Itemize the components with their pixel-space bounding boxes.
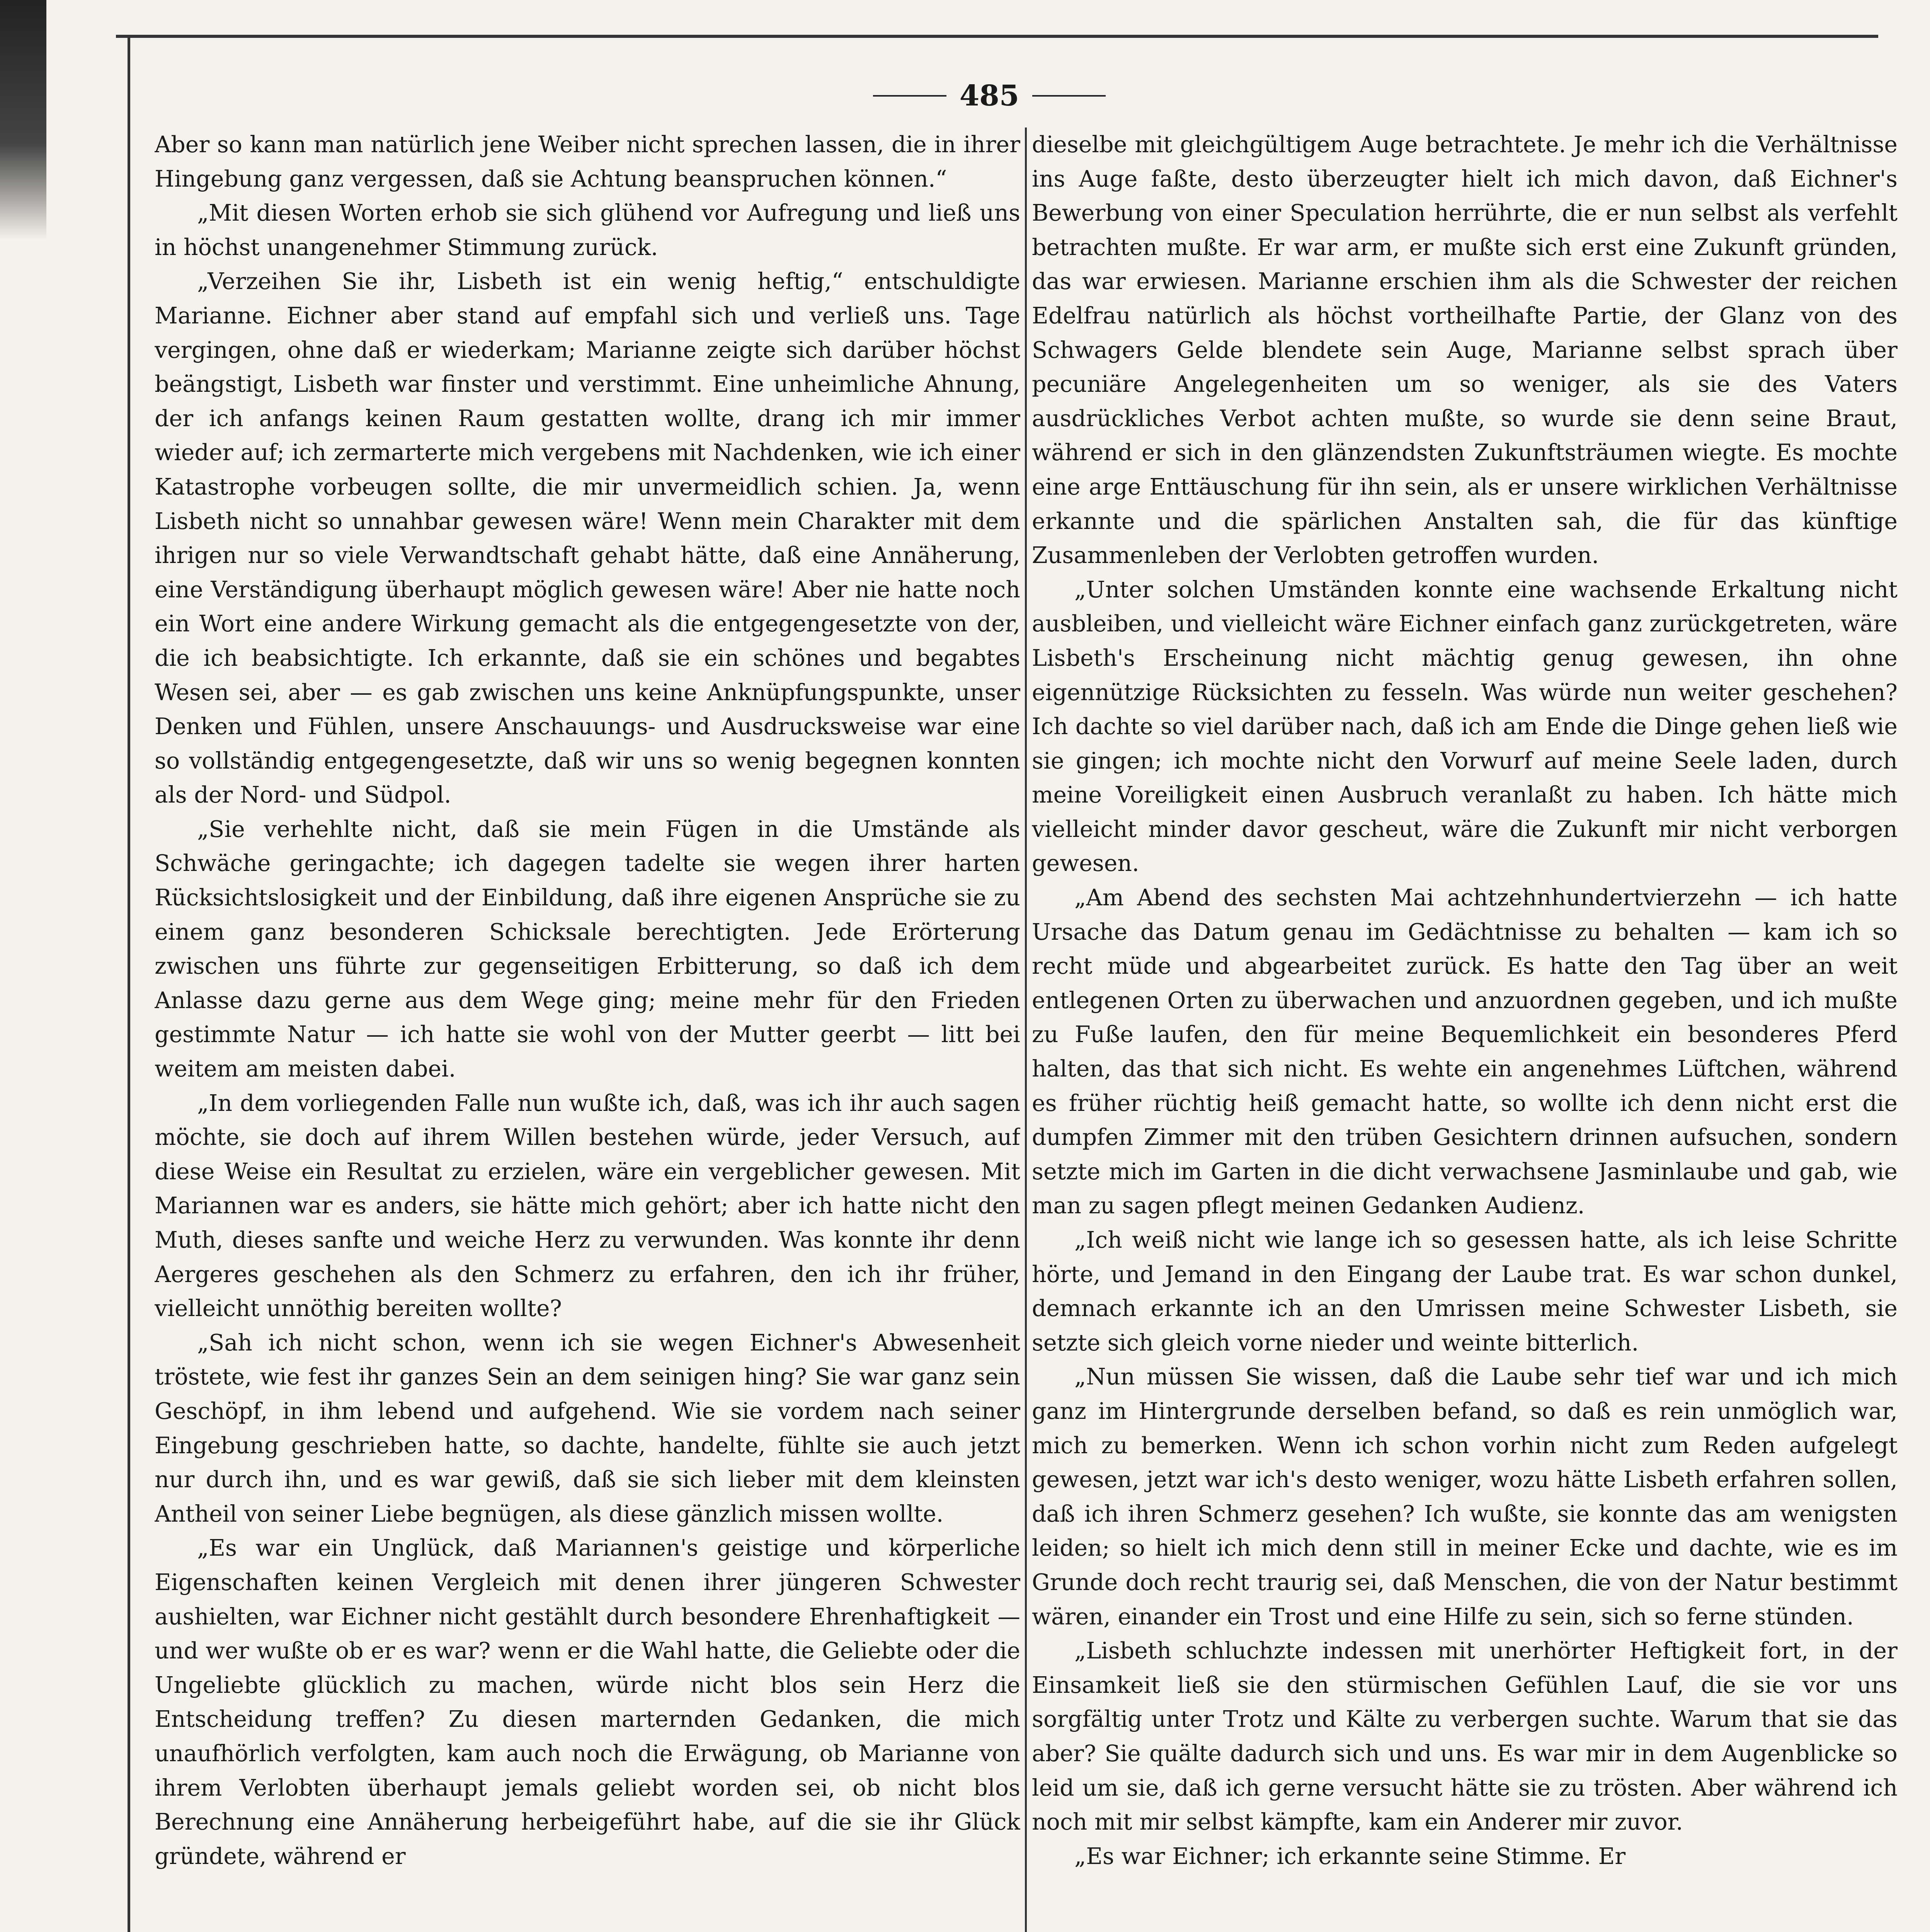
paragraph: „Sah ich nicht schon, wenn ich sie wegen Eichner's Abwesenheit tröstete, wie fest ihr ganzes Sein an dem seinigen hing? Sie war ganz sein Geschöpf, in ihm lebend und aufgehend. Wie sie vordem nach seiner Eingebung geschrieben hatte, so dachte, handelte, fühlte sie auch jetzt nur durch ihn, und es war gewiß, daß sie sich lieber mit dem kleinsten Antheil von seiner Liebe begnügen, als diese gänzlich missen wollte.	[155, 1329, 1020, 1527]
frame-rule-left	[128, 35, 130, 1932]
page-number-header	[854, 79, 1125, 112]
binding-shadow	[0, 0, 46, 240]
paragraph: „Lisbeth schluchzte indessen mit unerhörter Heftigkeit fort, in der Einsamkeit ließ sie den stürmischen Gefühlen Lauf, die sie vor uns sorgfältig unter Trotz und Kälte zu verbergen suchte. Warum that sie das aber? Sie quälte dadurch sich und uns. Es war mir in dem Augenblicke so leid um sie, daß ich gerne versucht hätte sie zu trösten. Aber während ich noch mit mir selbst kämpfte, kam ein Anderer mir zuvor.	[1032, 1638, 1898, 1835]
page-number-dash-right	[1032, 95, 1106, 97]
paragraph: dieselbe mit gleichgültigem Auge betrachtete. Je mehr ich die Verhältnisse ins Auge faßte, desto überzeugter hielt ich mich davon, daß Eichner's Bewerbung von einer Speculation herrührte, die er nun selbst als verfehlt betrachten mußte. Er war arm, er mußte sich erst eine Zukunft gründen, das war erwiesen. Marianne erschien ihm als die Schwester der reichen Edelfrau natürlich als höchst vortheilhafte Partie, der Glanz von des Schwagers Gelde blendete sein Auge, Marianne selbst sprach über pecuniäre Angelegenheiten um so weniger, als sie des Vaters ausdrückliches Verbot achten mußte, so wurde sie denn seine Braut, während er sich in den glänzendsten Zukunftsträumen wiegte. Es mochte eine arge Enttäuschung für ihn sein, als er unsere wirklichen Verhältnisse erkannte und die spärlichen Anstalten sah, die für das künftige Zusammenleben der Verlobten getroffen wurden.	[1032, 131, 1898, 569]
paragraph: „Es war Eichner; ich erkannte seine Stimme. Er	[1074, 1843, 1626, 1869]
page-number-dash-left	[873, 95, 946, 97]
paragraph: „In dem vorliegenden Falle nun wußte ich, daß, was ich ihr auch sagen möchte, sie doch auf ihrem Willen bestehen würde, jeder Versuch, auf diese Weise ein Resultat zu erzielen, wäre ein vergeblicher gewesen. Mit Mariannen war es anders, sie hätte mich gehört; aber ich hatte nicht den Muth, dieses sanfte und weiche Herz zu verwunden. Was konnte ihr denn Aergeres geschehen als den Schmerz zu erfahren, den ich ihr früher, vielleicht unnöthig bereiten wollte?	[155, 1090, 1020, 1322]
paragraph: Aber so kann man natürlich jene Weiber nicht sprechen lassen, die in ihrer Hingebung ganz vergessen, daß sie Achtung beanspruchen können.“	[155, 131, 1020, 192]
paragraph: „Es war ein Unglück, daß Mariannen's geistige und körperliche Eigenschaften keinen Vergleich mit denen ihrer jüngeren Schwester aushielten, war Eichner nicht gestählt durch besondere Ehrenhaftigkeit — und wer wußte ob er es war? wenn er die Wahl hatte, die Geliebte oder die Ungeliebte glücklich zu machen, würde nicht blos sein Herz die Entscheidung treffen? Zu diesen marternden Gedanken, die mich unaufhörlich verfolgten, kam auch noch die Erwägung, ob Marianne von ihrem Verlobten überhaupt jemals geliebt worden sei, ob nicht blos Berechnung eine Annäherung herbeigeführt habe, auf die sie ihr Glück gründete, während er	[155, 1535, 1020, 1869]
paragraph: „Mit diesen Worten erhob sie sich glühend vor Aufregung und ließ uns in höchst unangenehmer Stimmung zurück.	[155, 200, 1020, 260]
paragraph: „Unter solchen Umständen konnte eine wachsende Erkaltung nicht ausbleiben, und vielleicht wäre Eichner einfach ganz zurückgetreten, wäre Lisbeth's Erscheinung nicht mächtig genug gewesen, ihn ohne eigennützige Rücksichten zu fesseln. Was würde nun weiter geschehen? Ich dachte so viel darüber nach, daß ich am Ende die Dinge gehen ließ wie sie gingen; ich mochte nicht den Vorwurf auf meine Seele laden, durch meine Voreiligkeit einen Ausbruch veranlaßt zu haben. Ich hätte mich vielleicht minder davor gescheut, wäre die Zukunft mir nicht verborgen gewesen.	[1032, 576, 1898, 877]
column-divider	[1025, 128, 1027, 1932]
paragraph: „Verzeihen Sie ihr, Lisbeth ist ein wenig heftig,“ entschuldigte Marianne. Eichner aber stand auf empfahl sich und verließ uns. Tage vergingen, ohne daß er wiederkam; Marianne zeigte sich darüber höchst beängstigt, Lisbeth war finster und verstimmt. Eine unheimliche Ahnung, der ich anfangs keinen Raum gestatten wollte, drang ich mir immer wieder auf; ich zermarterte mich vergebens mit Nachdenken, wie ich einer Katastrophe vorbeugen sollte, die mir unvermeidlich schien. Ja, wenn Lisbeth nicht so unnahbar gewesen wäre! Wenn mein Charakter mit dem ihrigen nur so viele Verwandtschaft gehabt hätte, daß eine Annäherung, eine Verständigung überhaupt möglich gewesen wäre! Aber nie hatte noch ein Wort eine andere Wirkung gemacht als die entgegengesetzte von der, die ich beabsichtigte. Ich erkannte, daß sie ein schönes und begabtes Wesen sei, aber — es gab zwischen uns keine Anknüpfungspunkte, unser Denken und Fühlen, unsere Anschauungs- und Ausdrucksweise war eine so vollständig entgegengesetzte, daß wir uns so wenig begegnen konnten als der Nord- und Südpol.	[155, 268, 1020, 808]
left-column	[155, 128, 1020, 1932]
paragraph: „Ich weiß nicht wie lange ich so gesessen hatte, als ich leise Schritte hörte, und Jemand in den Eingang der Laube trat. Es war schon dunkel, demnach erkannte ich an den Umrissen meine Schwester Lisbeth, sie setzte sich gleich vorne nieder und weinte bitterlich.	[1032, 1227, 1898, 1356]
paragraph: „Sie verhehlte nicht, daß sie mein Fügen in die Umstände als Schwäche geringachte; ich dagegen tadelte sie wegen ihrer harten Rücksichtslosigkeit und der Einbildung, daß ihre eigenen Ansprüche sie zu einem ganz besonderen Schicksale berechtigten. Jede Erörterung zwischen uns führte zur gegenseitigen Erbitterung, so daß ich dem Anlasse dazu gerne aus dem Wege ging; meine mehr für den Frieden gestimmte Natur — ich hatte sie wohl von der Mutter geerbt — litt bei weitem am meisten dabei.	[155, 816, 1020, 1082]
right-column	[1032, 128, 1898, 1932]
page-number: 485	[959, 79, 1019, 112]
paragraph: „Am Abend des sechsten Mai achtzehnhundertvierzehn — ich hatte Ursache das Datum genau im Gedächtnisse zu behalten — kam ich so recht müde und abgearbeitet zurück. Es hatte den Tag über an weit entlegenen Orten zu überwachen und anzuordnen gegeben, und ich mußte zu Fuße laufen, den für meine Bequemlichkeit ein besonderes Pferd halten, das that sich nicht. Es wehte ein angenehmes Lüftchen, während es früher rüchtig heiß gemacht hatte, so wollte ich denn nicht erst die dumpfen Zimmer mit den trüben Gesichtern drinnen aufsuchen, sondern setzte mich im Garten in die dicht verwachsene Jasminlaube und gab, wie man zu sagen pflegt meinen Gedanken Audienz.	[1032, 884, 1898, 1219]
paragraph: „Nun müssen Sie wissen, daß die Laube sehr tief war und ich mich ganz im Hintergrunde derselben befand, so daß es rein unmöglich war, mich zu bemerken. Wenn ich schon vorhin nicht zum Reden aufgelegt gewesen, jetzt war ich's desto weniger, wozu hätte Lisbeth erfahren sollen, daß ich ihren Schmerz gesehen? Ich wußte, sie konnte das am wenigsten leiden; so hielt ich mich denn still in meiner Ecke und dachte, wie es im Grunde doch recht traurig sei, daß Menschen, die von der Natur bestimmt wären, einander ein Trost und eine Hilfe zu sein, sich so ferne stünden.	[1032, 1364, 1898, 1630]
frame-rule-top	[116, 35, 1878, 38]
